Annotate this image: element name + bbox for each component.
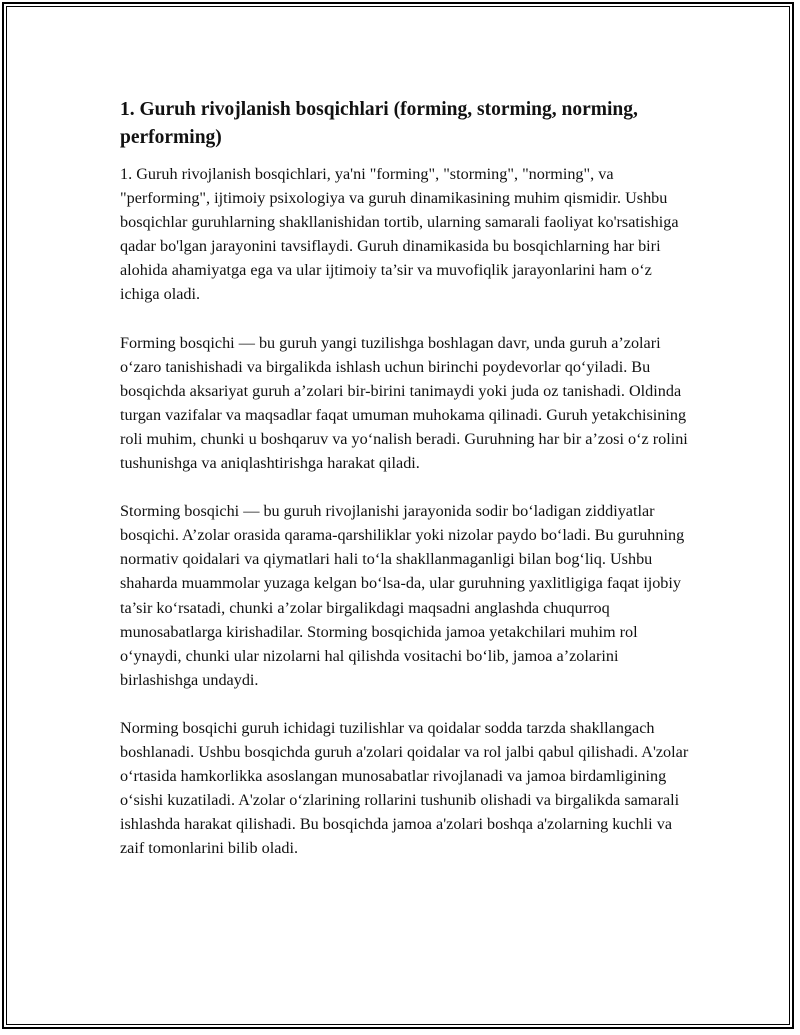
document-body — [120, 96, 690, 884]
paragraph-storming: Storming bosqichi — bu guruh rivojlanishi jarayonida sodir bo‘ladigan ziddiyatlar bosqichi. A’zolar orasida qarama-qarshiliklar yoki nizolar paydo bo‘ladi. Bu guruhning normativ qoidalari va qiymatlari hali to‘la shakllanmaganligi bilan bog‘liq. Ushbu shaharda muammolar yuzaga kelgan bo‘lsa-da, ular guruhning yaxlitligiga faqat ijobiy ta’sir ko‘rsatadi, chunki a’zolar birgalikdagi maqsadni anglashda chuqurroq munosabatlarga kirishadilar. Storming bosqichida jamoa yetakchilari muhim rol o‘ynaydi, chunki ular nizolarni hal qilishda vositachi bo‘lib, jamoa a’zolarini birlashishga undaydi. — [120, 502, 685, 689]
paragraph-norming: Norming bosqichi guruh ichidagi tuzilishlar va qoidalar sodda tarzda shakllangach boshlanadi. Ushbu bosqichda guruh a'zolari qoidalar va rol jalbi qabul qilishadi. A'zolar o‘rtasida hamkorlikka asoslangan munosabatlar rivojlanadi va jamoa birdamligining o‘sishi kuzatiladi. A'zolar o‘zlarining rollarini tushunib olishadi va birgalikda samarali ishlashda harakat qilishadi. Bu bosqichda jamoa a'zolari boshqa a'zolarning kuchli va zaif tomonlarini bilib oladi. — [120, 718, 689, 858]
page-frame — [2, 2, 794, 1029]
document-title: 1. Guruh rivojlanish bosqichlari (forming, storming, norming, performing) — [120, 99, 638, 148]
paragraph-forming: Forming bosqichi — bu guruh yangi tuzilishga boshlagan davr, unda guruh a’zolari o‘zaro tanishishadi va birgalikda ishlash uchun birinchi poydevorlar qo‘yiladi. Bu bosqichda aksariyat guruh a’zolari bir-birini tanimaydi yoki juda oz tanishadi. Oldinda turgan vazifalar va maqsadlar faqat umuman muhokama qilinadi. Guruh yetakchisining roli muhim, chunki u boshqaruv va yo‘nalish beradi. Guruhning har bir a’zosi o‘z rolini tushunishga va aniqlashtirishga harakat qiladi. — [120, 333, 688, 473]
paragraph-intro: 1. Guruh rivojlanish bosqichlari, ya'ni "forming", "storming", "norming", va "performing", ijtimoiy psixologiya va guruh dinamikasining muhim qismidir. Ushbu bosqichlar guruhlarning shakllanishidan tortib, ularning samarali faoliyat ko'rsatishiga qadar bo'lgan jarayonini tavsiflaydi. Guruh dinamikasida bu bosqichlarning har biri alohida ahamiyatga ega va ular ijtimoiy ta’sir va muvofiqlik jarayonlarini ham o‘z ichiga oladi. — [120, 165, 679, 304]
